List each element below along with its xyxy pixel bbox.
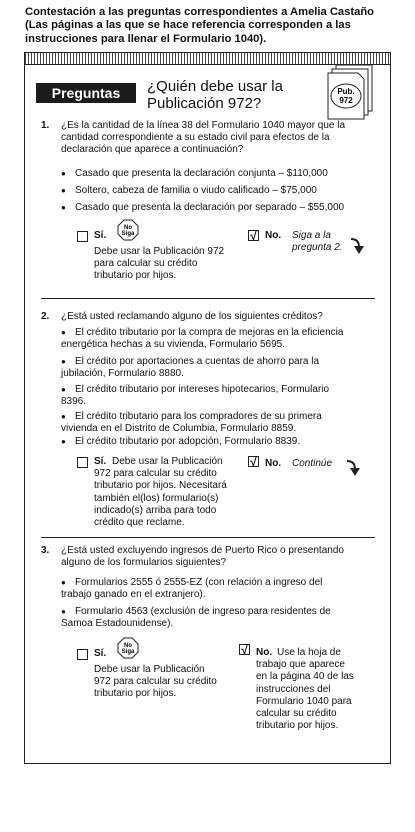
q1-line: ¿Es la cantidad de la línea 38 del Formulario 1040 mayor que la <box>61 120 346 131</box>
panel-title-line-2: Publicación 972? <box>147 95 262 112</box>
q2-bullet: ● El crédito tributario para los compradores de su primera vivienda en el Distrito de Columbia, Formulario 8859. <box>75 411 375 435</box>
q3-number: 3. <box>41 545 50 556</box>
q3-yes-label: Sí. <box>94 648 107 659</box>
publication-document-icon <box>326 62 378 120</box>
stop-sign-text-1: No <box>124 643 132 649</box>
section-divider <box>41 298 375 299</box>
q2-bullet: ● El crédito tributario por adopción, Formulario 8839. <box>75 436 375 448</box>
panel-title <box>147 78 283 112</box>
q2-no-checkbox[interactable]: √ <box>248 456 259 467</box>
stop-sign-icon <box>117 219 139 241</box>
panel-title-line-1: ¿Quién debe usar la <box>147 78 283 95</box>
preguntas-tag: Preguntas <box>36 83 136 103</box>
q1-yes-text <box>94 246 224 283</box>
q1-yes-label: Sí. <box>94 230 107 241</box>
continue-arrow-icon <box>345 459 361 477</box>
q1-no-checkbox[interactable]: √ <box>248 230 259 241</box>
q1-no-text <box>292 230 343 254</box>
q2-no-label: No. <box>265 458 282 469</box>
q2-question: ¿Está usted reclamando alguno de los siguientes créditos? <box>61 311 323 322</box>
q3-bullet: ● Formulario 4563 (exclusión de ingreso para residentes de Samoa Estadounidense). <box>75 606 375 630</box>
stop-sign-text-2: Siga <box>121 649 135 655</box>
pub-icon-label-1: Pub. <box>337 87 355 96</box>
q1-question <box>61 120 381 157</box>
q2-yes-text: Debe usar la Publicación 972 para calcular su crédito tributario por hijos. Necesitará también el(los) formulario(s) indicado(s) arriba para todo crédito que reclame. <box>94 456 227 529</box>
section-divider <box>41 537 375 538</box>
q1-line: cantidad correspondiente a su estado civil para efectos de la <box>61 132 330 144</box>
header-line-3: instrucciones para llenar el Formulario 1040). <box>25 32 267 45</box>
q1-number: 1. <box>41 120 50 131</box>
pub-icon-label-2: 972 <box>339 96 353 105</box>
stop-sign-icon <box>117 637 139 659</box>
q3-no-label: No. <box>256 647 273 658</box>
q2-yes-label: Sí. <box>94 456 107 467</box>
q3-no-text: Use la hoja de trabajo que aparece en la página 40 de las instrucciones del Formulario 1040 para calcular su crédito tributario por hijos. <box>256 647 354 732</box>
q2-no-text: Continúe <box>292 458 333 469</box>
questions-panel <box>24 52 391 764</box>
q2-number: 2. <box>41 311 50 322</box>
q1-bullet: ● Casado que presenta la declaración por separado – $55,000 <box>75 202 344 214</box>
q1-bullet: ● Casado que presenta la declaración conjunta – $110,000 <box>75 168 328 180</box>
q3-question: ¿Está usted excluyendo ingresos de Puerto Rico o presentando alguno de los formularios siguientes? <box>61 545 344 569</box>
q1-no-line: Siga a la <box>292 230 331 241</box>
header-line-2: (Las páginas a las que se hace referencia corresponden a las <box>25 19 351 32</box>
q1-yes-line: para calcular su crédito <box>94 258 198 270</box>
q3-yes-checkbox[interactable] <box>77 649 88 660</box>
q2-bullet: ● El crédito tributario por la compra de mejoras en la eficiencia energética hechas a su vivienda, Formulario 5695. <box>75 327 375 351</box>
continue-arrow-icon <box>349 237 365 255</box>
q1-bullet: ● Soltero, cabeza de familia o viudo calificado – $75,000 <box>75 185 317 197</box>
stop-sign-text-2: Siga <box>121 231 135 237</box>
q1-yes-line: tributario por hijos. <box>94 270 177 282</box>
page-header <box>25 6 410 46</box>
q1-no-line: pregunta 2. <box>292 242 343 254</box>
q1-yes-line: Debe usar la Publicación 972 <box>94 246 225 257</box>
q1-yes-checkbox[interactable] <box>77 231 88 242</box>
q2-bullet: ● El crédito por aportaciones a cuentas de ahorro para la jubilación, Formulario 8880. <box>75 356 375 380</box>
q2-yes-checkbox[interactable] <box>77 457 88 468</box>
stop-sign-text-1: No <box>124 225 132 231</box>
q1-line: declaración que aparece a continuación? <box>61 144 244 156</box>
header-line-1: Contestación a las preguntas correspondientes a Amelia Castaño <box>25 6 374 18</box>
q3-yes-text: Debe usar la Publicación 972 para calcular su crédito tributario por hijos. <box>94 664 217 700</box>
q3-no-checkbox[interactable]: √ <box>239 644 250 655</box>
q1-no-label: No. <box>265 230 282 241</box>
q2-bullet: ● El crédito tributario por intereses hipotecarios, Formulario 8396. <box>75 384 375 408</box>
q3-bullet: ● Formularios 2555 ó 2555-EZ (con relación a ingreso del trabajo ganado en el extranjero). <box>75 577 375 601</box>
